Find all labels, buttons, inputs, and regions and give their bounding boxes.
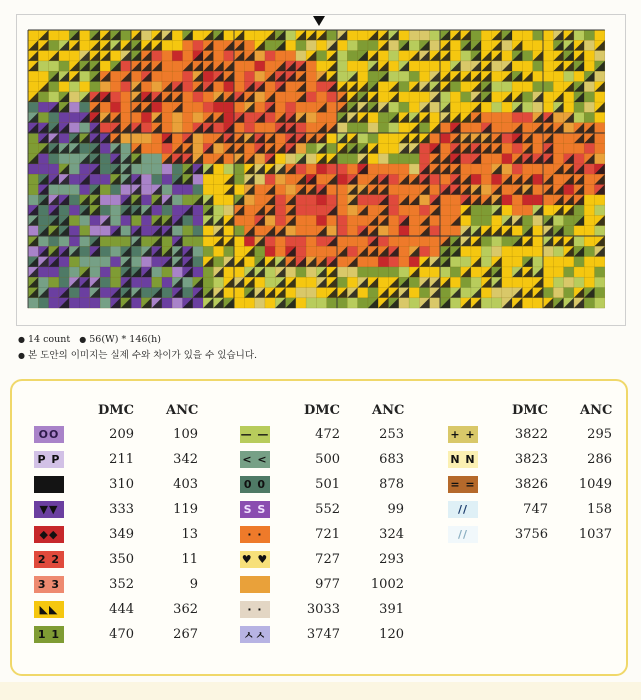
count-line	[18, 332, 257, 348]
anc-number: 878	[379, 477, 404, 492]
dmc-number: 470	[109, 627, 134, 642]
anc-number: 120	[379, 627, 404, 642]
legend-row	[240, 575, 410, 597]
anc-number: 1037	[578, 527, 612, 542]
legend-row	[240, 450, 410, 472]
anc-number: 1002	[370, 577, 404, 592]
anc-number: 109	[173, 427, 198, 442]
anc-number: 391	[379, 602, 404, 617]
dmc-number: 552	[315, 502, 340, 517]
thread-swatch: + +	[448, 426, 478, 443]
thread-swatch: ◆◆	[34, 526, 64, 543]
dmc-number: 3033	[306, 602, 340, 617]
legend-row	[448, 525, 618, 547]
thread-swatch: S S	[240, 501, 270, 518]
anc-number: 253	[379, 427, 404, 442]
thread-swatch: //	[448, 526, 478, 543]
thread-swatch: OO	[34, 426, 64, 443]
chart-notes	[18, 332, 257, 364]
legend-row	[240, 475, 410, 497]
anc-number: 342	[173, 452, 198, 467]
dmc-number: 3822	[514, 427, 548, 442]
thread-swatch: 2 2	[34, 551, 64, 568]
legend-row	[240, 425, 410, 447]
thread-swatch: 0 0	[240, 476, 270, 493]
thread-swatch: ◣◣	[34, 601, 64, 618]
bullet-icon: ●	[18, 351, 25, 360]
dmc-number: 3747	[306, 627, 340, 642]
dmc-number: 444	[109, 602, 134, 617]
bullet-icon: ●	[18, 335, 25, 344]
anc-number: 362	[173, 602, 198, 617]
thread-legend	[10, 379, 628, 676]
disclaimer-text: 본 도안의 이미지는 실제 수와 차이가 있을 수 있습니다.	[27, 350, 258, 361]
legend-row	[448, 450, 618, 472]
legend-row	[34, 550, 204, 572]
anc-number: 403	[173, 477, 198, 492]
dmc-number: 500	[315, 452, 340, 467]
thread-swatch: — —	[240, 428, 270, 441]
anc-number: 11	[181, 552, 198, 567]
anc-number: 9	[189, 577, 198, 592]
dmc-number: 310	[109, 477, 134, 492]
thread-swatch: < <	[240, 451, 270, 468]
thread-swatch	[34, 476, 64, 493]
thread-swatch	[240, 576, 270, 593]
dmc-number: 350	[109, 552, 134, 567]
dmc-number: 501	[315, 477, 340, 492]
anc-number: 13	[181, 527, 198, 542]
thread-swatch: ♥ ♥	[241, 553, 269, 566]
stitch-grid	[16, 14, 626, 326]
dmc-number: 721	[315, 527, 340, 542]
thread-swatch: 3 3	[34, 576, 64, 593]
anc-number: 1049	[578, 477, 612, 492]
anc-number: 99	[387, 502, 404, 517]
anc-header: ANC	[372, 403, 405, 418]
anc-header: ANC	[580, 403, 613, 418]
cross-stitch-chart	[16, 14, 626, 326]
thread-swatch: N N	[448, 451, 478, 468]
anc-number: 267	[173, 627, 198, 642]
anc-number: 293	[379, 552, 404, 567]
legend-row	[34, 450, 204, 472]
legend-row	[240, 550, 410, 572]
dmc-number: 209	[109, 427, 134, 442]
legend-row	[34, 425, 204, 447]
bullet-icon: ●	[79, 335, 87, 344]
legend-row	[34, 475, 204, 497]
dmc-number: 727	[315, 552, 340, 567]
dmc-number: 3826	[514, 477, 548, 492]
anc-number: 324	[379, 527, 404, 542]
page-bottom-edge	[0, 682, 641, 700]
thread-swatch: ㅅㅅ	[240, 626, 270, 643]
legend-row	[34, 625, 204, 647]
anc-number: 158	[587, 502, 612, 517]
anc-number: 119	[173, 502, 198, 517]
legend-row	[448, 425, 618, 447]
anc-number: 683	[379, 452, 404, 467]
dmc-header: DMC	[304, 403, 341, 418]
dmc-header: DMC	[512, 403, 549, 418]
thread-swatch: ▼▼	[34, 501, 64, 518]
dmc-number: 747	[523, 502, 548, 517]
dmc-header: DMC	[98, 403, 135, 418]
thread-swatch: = =	[448, 476, 478, 493]
center-marker-icon	[313, 16, 325, 26]
dmc-number: 3756	[514, 527, 548, 542]
dmc-number: 211	[109, 452, 134, 467]
thread-swatch: P P	[34, 451, 64, 468]
count-label: 14 count	[27, 334, 71, 345]
anc-header: ANC	[166, 403, 199, 418]
dmc-number: 3823	[514, 452, 548, 467]
size-label: 56(W) * 146(h)	[89, 334, 161, 345]
anc-number: 295	[587, 427, 612, 442]
dmc-number: 472	[315, 427, 340, 442]
legend-row	[448, 475, 618, 497]
legend-row	[240, 500, 410, 522]
thread-swatch: · ·	[240, 601, 270, 618]
thread-swatch: · ·	[240, 526, 270, 543]
legend-row	[34, 575, 204, 597]
legend-row	[34, 525, 204, 547]
anc-number: 286	[587, 452, 612, 467]
legend-row	[240, 625, 410, 647]
thread-swatch: 1 1	[34, 626, 64, 643]
legend-row	[448, 500, 618, 522]
legend-row	[34, 600, 204, 622]
dmc-number: 333	[109, 502, 134, 517]
legend-row	[240, 600, 410, 622]
thread-swatch: //	[448, 501, 478, 518]
dmc-number: 349	[109, 527, 134, 542]
dmc-number: 352	[109, 577, 134, 592]
dmc-number: 977	[315, 577, 340, 592]
legend-row	[240, 525, 410, 547]
disclaimer-line	[18, 348, 257, 364]
legend-row	[34, 500, 204, 522]
